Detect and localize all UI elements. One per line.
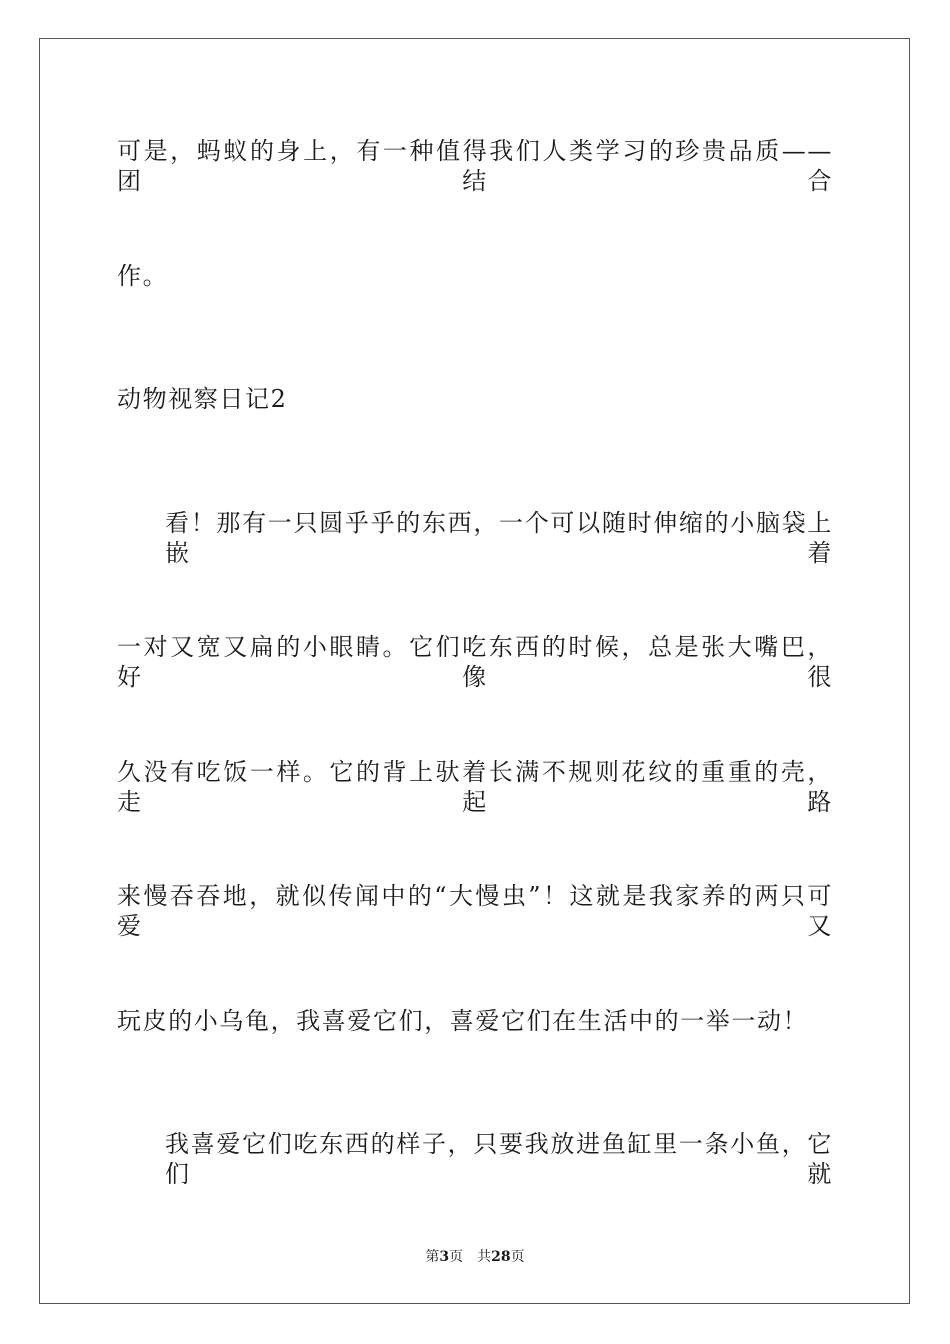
paragraph-line: 作。 — [117, 262, 169, 290]
paragraph-line: 一对又宽又扁的小眼睛。它们吃东西的时候，总是张大嘴巴，好像很 — [117, 633, 833, 691]
total-suffix: 页 — [510, 1249, 525, 1265]
total-pages: 28 — [491, 1249, 511, 1265]
page-number: 3 — [439, 1249, 450, 1265]
paragraph-line: 看！那有一只圆乎乎的东西，一个可以随时伸缩的小脑袋上嵌着 — [165, 509, 833, 567]
paragraph-line: 来慢吞吞地，就似传闻中的“大慢虫”！这就是我家养的两只可爱又 — [117, 882, 833, 940]
page-footer — [0, 1248, 950, 1266]
page-suffix: 页 — [449, 1249, 464, 1265]
paragraph-line: 可是，蚂蚁的身上，有一种值得我们人类学习的珍贵品质——团结合 — [117, 137, 833, 195]
total-prefix: 共 — [477, 1249, 492, 1265]
paragraph-line: 我喜爱它们吃东西的样子，只要我放进鱼缸里一条小鱼，它们就 — [165, 1130, 833, 1188]
paragraph-line: 久没有吃饭一样。它的背上驮着长满不规则花纹的重重的壳，走起路 — [117, 758, 833, 816]
page-prefix: 第 — [425, 1249, 440, 1265]
section-heading: 动物视察日记2 — [117, 385, 288, 413]
paragraph-line: 玩皮的小乌龟，我喜爱它们，喜爱它们在生活中的一举一动！ — [117, 1007, 809, 1035]
